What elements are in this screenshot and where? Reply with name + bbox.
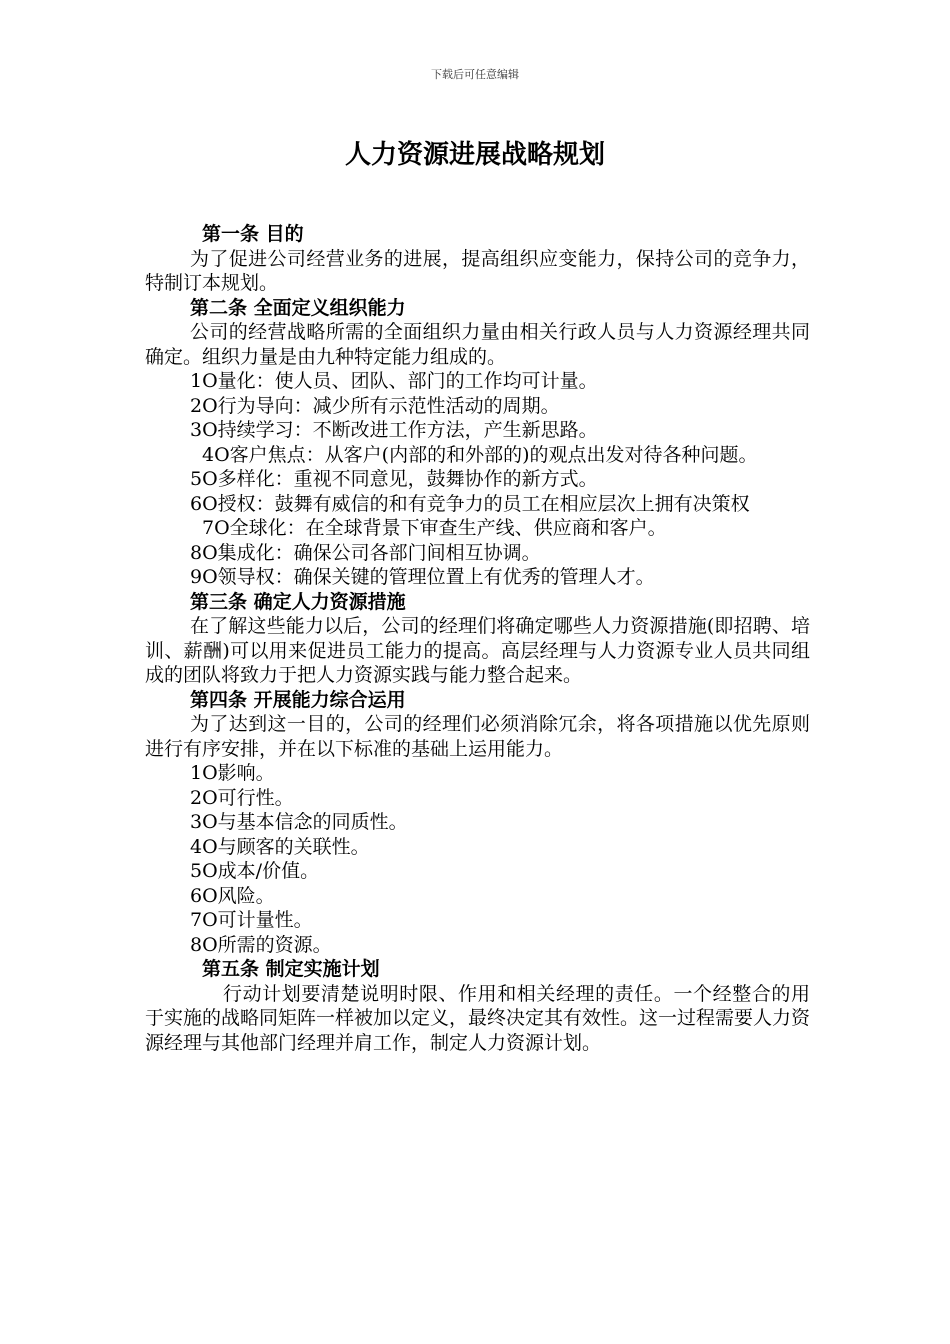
section-heading-4: 第四条 开展能力综合运用 bbox=[190, 688, 406, 711]
list-item: 4O与顾客的关联性。 bbox=[190, 835, 370, 858]
list-item: 3O持续学习：不断改进工作方法，产生新思路。 bbox=[190, 419, 598, 441]
list-item: 4O客户焦点：从客户(内部的和外部的)的观点出发对待各种问题。 bbox=[202, 443, 758, 466]
paragraph: 在了解这些能力以后，公司的经理们将确定哪些人力资源措施(即招聘、培训、薪酬)可以用来促进员工能力的提高。高层经理与人力资源专业人员共同组成的团队将致力于把人力资源实践与能力整合起来。 bbox=[145, 615, 810, 686]
list-item: 6O风险。 bbox=[190, 884, 275, 907]
section-heading-3: 第三条 确定人力资源措施 bbox=[190, 590, 406, 613]
section-heading-2: 第二条 全面定义组织能力 bbox=[190, 296, 406, 319]
section-heading-5: 第五条 制定实施计划 bbox=[202, 958, 380, 980]
list-item: 2O行为导向：减少所有示范性活动的周期。 bbox=[190, 394, 560, 417]
list-item: 1O量化：使人员、团队、部门的工作均可计量。 bbox=[190, 370, 598, 392]
list-item: 5O多样化：重视不同意见，鼓舞协作的新方式。 bbox=[190, 468, 598, 490]
list-item: 6O授权：鼓舞有威信的和有竞争力的员工在相应层次上拥有决策权 bbox=[190, 492, 750, 515]
paragraph: 为了达到这一目的，公司的经理们必须消除冗余，将各项措施以优先原则进行有序安排，并在以下标准的基础上运用能力。 bbox=[145, 713, 810, 760]
section-heading-1: 第一条 目的 bbox=[202, 223, 304, 245]
list-item: 7O可计量性。 bbox=[190, 909, 313, 931]
list-item: 8O集成化：确保公司各部门间相互协调。 bbox=[190, 541, 541, 564]
list-item: 7O全球化：在全球背景下审查生产线、供应商和客户。 bbox=[202, 517, 667, 539]
header-note: 下载后可任意编辑 bbox=[431, 68, 519, 81]
paragraph: 行动计划要清楚说明时限、作用和相关经理的责任。一个经整合的用于实施的战略同矩阵一样被加以定义，最终决定其有效性。这一过程需要人力资源经理与其他部门经理并肩工作，制定人力资源计划。 bbox=[145, 982, 811, 1054]
list-item: 5O成本/价值。 bbox=[190, 860, 320, 882]
document-title: 人力资源进展战略规划 bbox=[344, 140, 605, 170]
list-item: 1O影响。 bbox=[190, 762, 275, 784]
paragraph: 为了促进公司经营业务的进展，提高组织应变能力，保持公司的竞争力，特制订本规划。 bbox=[145, 247, 810, 294]
list-item: 9O领导权：确保关键的管理位置上有优秀的管理人才。 bbox=[190, 566, 655, 588]
list-item: 2O可行性。 bbox=[190, 786, 294, 809]
list-item: 3O与基本信念的同质性。 bbox=[190, 811, 408, 833]
document-body bbox=[145, 222, 810, 1055]
list-item: 8O所需的资源。 bbox=[190, 933, 332, 956]
paragraph: 公司的经营战略所需的全面组织力量由相关行政人员与人力资源经理共同确定。组织力量是由九种特定能力组成的。 bbox=[145, 321, 810, 368]
